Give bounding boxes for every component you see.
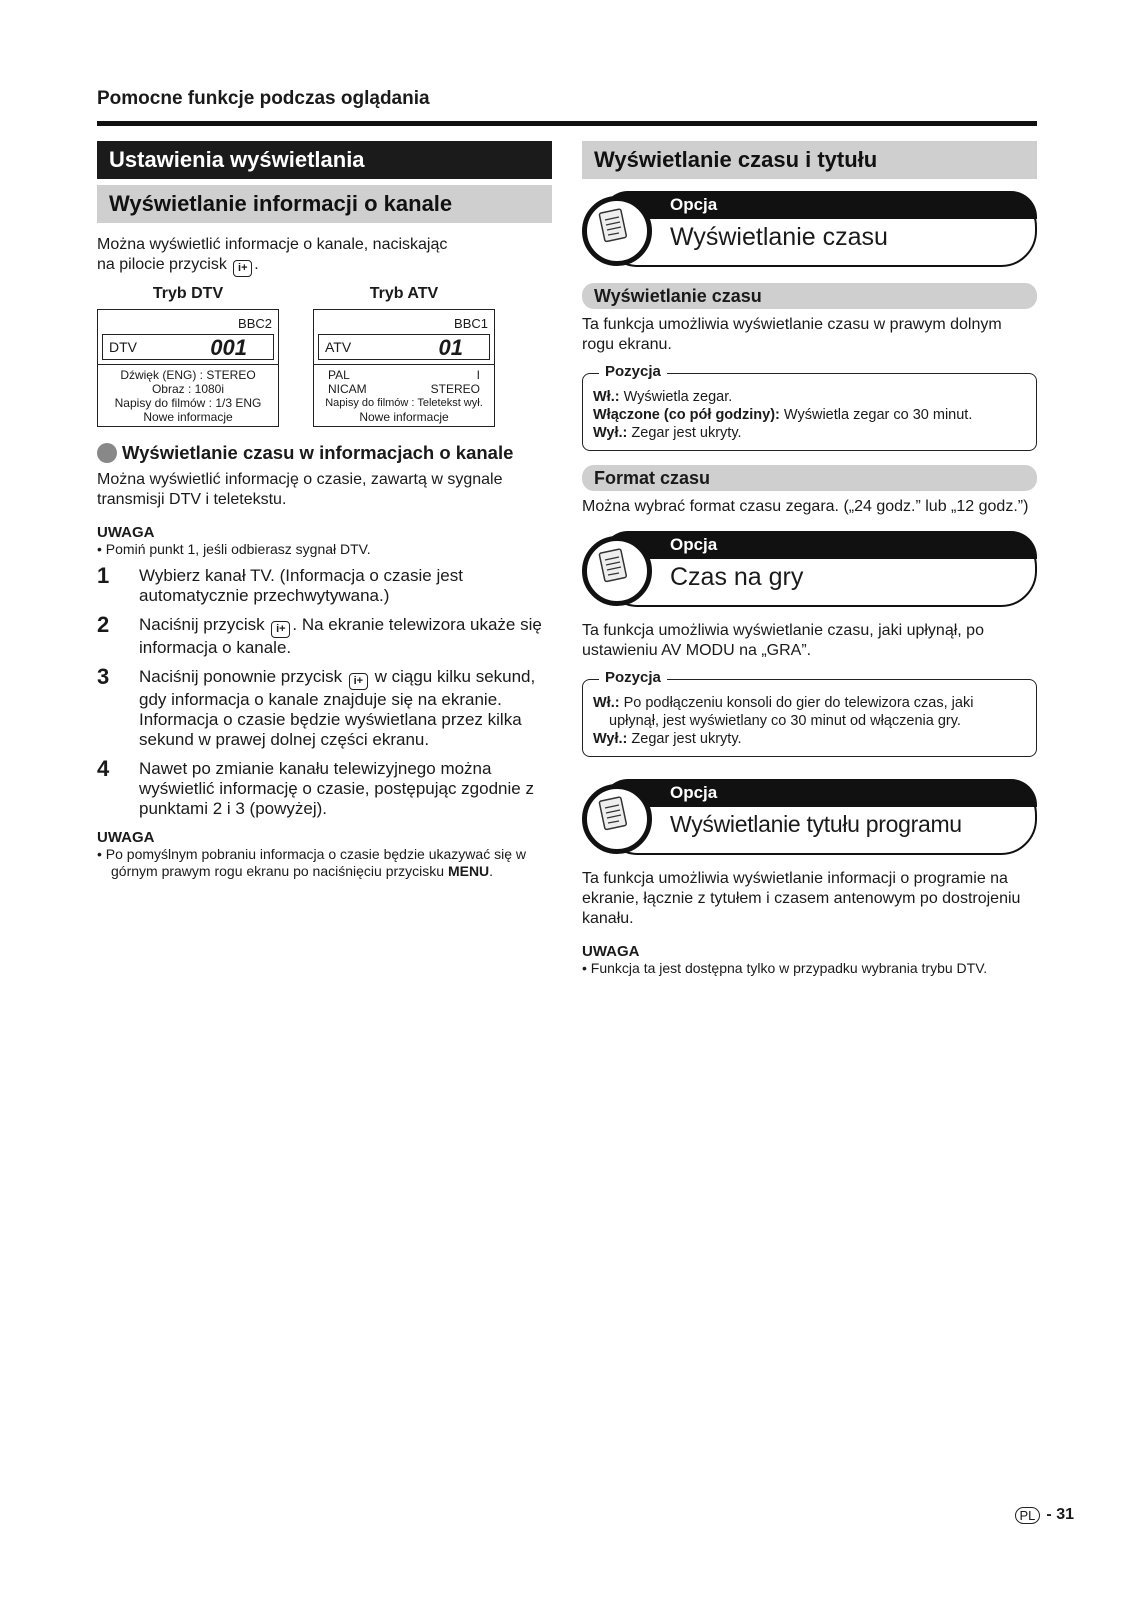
page-footer bbox=[1015, 1506, 1074, 1524]
atv-mode-title: Tryb ATV bbox=[369, 285, 439, 302]
option-label: Opcja bbox=[670, 783, 718, 802]
dtv-number: 001 bbox=[210, 335, 247, 360]
title-paragraph: Ta funkcja umożliwia wyświetlanie informacji o programie na ekranie, łącznie z tytułem i czasem antenowym po dostrojeniu kanału. bbox=[582, 870, 1021, 927]
position-box-time bbox=[582, 363, 1037, 451]
atv-row: Napisy do filmów : Teletekst wył. bbox=[325, 397, 483, 409]
option-header-game bbox=[582, 531, 1037, 609]
language-badge: PL bbox=[1015, 1507, 1041, 1524]
header-rule bbox=[97, 121, 1037, 126]
note-text: • Po pomyślnym pobraniu informacja o czasie będzie ukazywać się w górnym prawym rogu ekranu po naciśnięciu przycisku MENU. bbox=[97, 846, 526, 879]
dtv-info-rows bbox=[98, 368, 278, 424]
option-line: Wył.: Zegar jest ukryty. bbox=[593, 425, 742, 441]
steps-list bbox=[97, 563, 552, 819]
atv-info-rows bbox=[314, 368, 494, 424]
format-paragraph: Można wybrać format czasu zegara. („24 godz.” lub „12 godz.”) bbox=[582, 498, 1029, 515]
box-caption: Pozycja bbox=[599, 669, 667, 687]
note-heading: UWAGA bbox=[97, 524, 155, 541]
setting-heading-time: Wyświetlanie czasu bbox=[582, 283, 1037, 309]
option-line: Wł.: Po podłączeniu konsoli do gier do telewizora czas, jaki upłynął, jest wyświetlany co 30 minut od włączenia gry. bbox=[593, 695, 974, 729]
option-label: Opcja bbox=[670, 195, 718, 214]
setting-heading-format: Format czasu bbox=[582, 465, 1037, 491]
atv-number: 01 bbox=[438, 335, 463, 360]
option-title: Wyświetlanie czasu bbox=[670, 223, 888, 251]
atv-screen bbox=[313, 309, 495, 427]
intro-paragraph: Można wyświetlić informacje o kanale, naciskając na pilocie przycisk i+ . bbox=[97, 235, 552, 277]
atv-channel-bar bbox=[318, 334, 490, 360]
position-box-game bbox=[582, 669, 1037, 757]
clipboard-icon bbox=[582, 784, 652, 854]
atv-label: ATV bbox=[325, 339, 352, 355]
dtv-row: Nowe informacje bbox=[143, 410, 233, 424]
dtv-channel-bar bbox=[102, 334, 274, 360]
info-button-icon: i+ bbox=[233, 260, 252, 277]
atv-row: Nowe informacje bbox=[359, 410, 449, 424]
time-info-paragraph: Można wyświetlić informację o czasie, zawartą w sygnale transmisji DTV i teletekstu. bbox=[97, 471, 503, 508]
note-heading: UWAGA bbox=[97, 829, 155, 846]
left-column bbox=[97, 141, 552, 880]
step-item: 2 Naciśnij przycisk i+ . Na ekranie telewizora ukaże się informacja o kanale. bbox=[97, 612, 542, 657]
dtv-row: Napisy do filmów : 1/3 ENG bbox=[114, 396, 262, 410]
dtv-row: Obraz : 1080i bbox=[151, 382, 225, 396]
bullet-dot-icon bbox=[97, 443, 117, 463]
dtv-mode-title: Tryb DTV bbox=[152, 285, 224, 302]
info-button-icon: i+ bbox=[271, 621, 290, 638]
clipboard-icon bbox=[582, 196, 652, 266]
info-button-icon: i+ bbox=[349, 673, 368, 690]
game-paragraph: Ta funkcja umożliwia wyświetlanie czasu, jaki upłynął, po ustawieniu AV MODU na „GRA”. bbox=[582, 622, 984, 659]
dtv-channel-name: BBC2 bbox=[238, 316, 272, 331]
atv-channel-name: BBC1 bbox=[454, 316, 488, 331]
box-caption: Pozycja bbox=[599, 363, 667, 381]
right-column bbox=[582, 141, 1037, 977]
note-text: • Funkcja ta jest dostępna tylko w przypadku wybrania trybu DTV. bbox=[582, 960, 988, 976]
atv-row: PAL I bbox=[328, 368, 480, 382]
step-item: 3 Naciśnij ponownie przycisk i+ w ciągu kilku sekund, gdy informacja o kanale znajduje się na ekranie. Informacja o czasie będzie wyświetlana przez kilka sekund w prawej dolnej części ekranu. bbox=[97, 664, 536, 749]
dtv-row: Dźwięk (ENG) : STEREO bbox=[120, 368, 256, 382]
dtv-label: DTV bbox=[109, 339, 137, 355]
option-line: Włączone (co pół godziny): Wyświetla zegar co 30 minut. bbox=[593, 407, 973, 423]
option-line: Wył.: Zegar jest ukryty. bbox=[593, 731, 742, 747]
time-info-heading: Wyświetlanie czasu w informacjach o kanale bbox=[97, 441, 552, 464]
section-title: Wyświetlanie czasu i tytułu bbox=[582, 141, 1037, 179]
atv-separator bbox=[314, 364, 494, 365]
option-header-time bbox=[582, 191, 1037, 269]
option-line: Wł.: Wyświetla zegar. bbox=[593, 389, 733, 405]
note-heading: UWAGA bbox=[582, 943, 640, 960]
page-number: - 31 bbox=[1046, 1506, 1074, 1523]
page-header: Pomocne funkcje podczas oglądania bbox=[97, 88, 430, 109]
dtv-mode bbox=[97, 285, 279, 427]
time-paragraph: Ta funkcja umożliwia wyświetlanie czasu w prawym dolnym rogu ekranu. bbox=[582, 316, 1002, 353]
section-title: Ustawienia wyświetlania bbox=[97, 141, 552, 179]
step-item: 4 Nawet po zmianie kanału telewizyjnego można wyświetlić informację o czasie, postępując zgodnie z punktami 2 i 3 (powyżej). bbox=[97, 756, 534, 818]
option-title: Wyświetlanie tytułu programu bbox=[670, 811, 962, 837]
atv-mode bbox=[313, 285, 495, 427]
mode-examples bbox=[97, 285, 552, 427]
subsection-title: Wyświetlanie informacji o kanale bbox=[97, 185, 552, 223]
dtv-screen bbox=[97, 309, 279, 427]
option-title: Czas na gry bbox=[670, 563, 804, 591]
option-header-title bbox=[582, 779, 1037, 857]
clipboard-icon bbox=[582, 536, 652, 606]
option-label: Opcja bbox=[670, 535, 718, 554]
step-item: 1 Wybierz kanał TV. (Informacja o czasie jest automatycznie przechwytywana.) bbox=[97, 563, 463, 605]
note-text: • Pomiń punkt 1, jeśli odbierasz sygnał DTV. bbox=[97, 541, 371, 557]
dtv-separator bbox=[98, 364, 278, 365]
atv-row: NICAM STEREO bbox=[328, 382, 480, 396]
